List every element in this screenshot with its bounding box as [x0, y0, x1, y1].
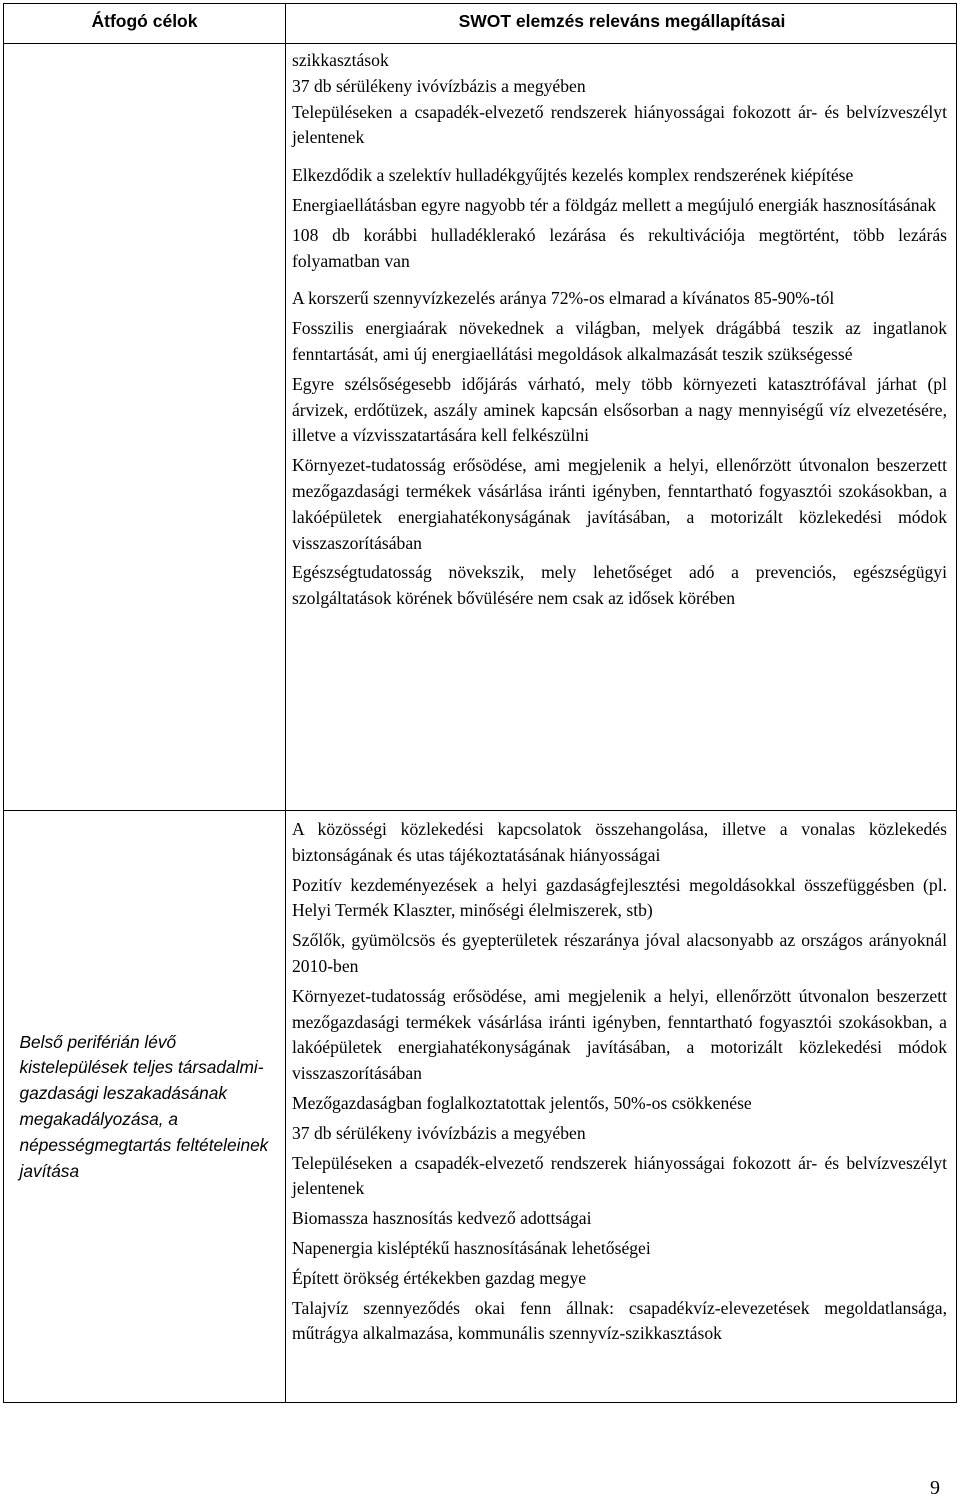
swot-item: Egészségtudatosság növekszik, mely lehetőséget adó a prevenciós, egészségügyi szolgáltatások körének bővülésére nem csak az idősek körében — [292, 562, 947, 609]
swot-item: Szőlők, gyümölcsös és gyepterületek részaránya jóval alacsonyabb az országos arányoknál 2010-ben — [292, 930, 947, 976]
swot-item: Fosszilis energiaárak növekednek a világban, melyek drágábbá teszik az ingatlanok fenntartását, ami új energiaellátási megoldások alkalmazását teszik szükségessé — [292, 318, 947, 364]
row1-goal-cell — [4, 44, 285, 810]
swot-item: Környezet-tudatosság erősödése, ami megjelenik a helyi, ellenőrzött útvonalon beszerzett mezőgazdasági termékek vásárlása iránti igényben, fenntartható fogyasztói szokásokban, a lakóépületek energiahatékonyságának javításában, a motorizált közlekedési módok visszaszorításában — [292, 455, 947, 553]
swot-item: Pozitív kezdeményezések a helyi gazdaságfejlesztési megoldásokkal összefüggésben (pl. Helyi Termék Klaszter, minőségi élelmiszerek, stb) — [292, 874, 947, 921]
page-number: 9 — [930, 1477, 940, 1499]
swot-item: Talajvíz szennyeződés okai fenn állnak: csapadékvíz-elevezetések megoldatlansága, műtrágya alkalmazása, kommunális szennyvíz-szikkasztások — [292, 1297, 947, 1344]
swot-item: szikkasztások — [292, 50, 389, 70]
row1-swot-cell — [292, 48, 947, 612]
row2-goal-cell — [4, 811, 285, 1403]
swot-item: Mezőgazdaságban foglalkoztatottak jelentős, 50%-os csökkenése — [292, 1092, 752, 1113]
swot-item: A közösségi közlekedési kapcsolatok összehangolása, illetve a vonalas közlekedés biztonságának és utas tájékoztatásának hiányosságai — [292, 819, 947, 865]
swot-item: Egyre szélsőségesebb időjárás várható, mely több környezeti katasztrófával járhat (pl árvizek, erdőtüzek, aszály aminek kapcsán elsősorban a nagy mennyiségű víz elvezetésére, illetve a vízvisszatartására kell felkészülni — [292, 373, 947, 446]
row2-swot-cell — [292, 817, 947, 1347]
swot-item: Napenergia kisléptékű hasznosításának lehetőségei — [292, 1237, 651, 1258]
header-goals: Átfogó célok — [91, 11, 198, 31]
swot-item: Elkezdődik a szelektív hulladékgyűjtés kezelés komplex rendszerének kiépítése — [292, 165, 854, 186]
column-divider — [285, 4, 286, 1402]
row2-goal: Belső periférián lévő kistelepülések teljes társadalmi-gazdasági leszakadásának megakadályozása, a népességmegtartás feltételeinek javítása — [19, 1031, 269, 1181]
header-swot: SWOT elemzés releváns megállapításai — [458, 11, 786, 31]
swot-item: Településeken a csapadék-elvezető rendszerek hiányosságai fokozott ár- és belvízveszélyt jelentenek — [292, 101, 947, 148]
swot-item: Környezet-tudatosság erősödése, ami megjelenik a helyi, ellenőrzött útvonalon beszerzett mezőgazdasági termékek vásárlása iránti igényben, fenntartható fogyasztói szokásokban, a lakóépületek energiahatékonyságának javításában, a motorizált közlekedési módok visszaszorításában — [292, 985, 947, 1084]
swot-table — [3, 3, 957, 1403]
swot-item: 37 db sérülékeny ivóvízbázis a megyében — [292, 75, 586, 96]
swot-item: Biomassza hasznosítás kedvező adottságai — [292, 1208, 592, 1229]
swot-item: 108 db korábbi hulladéklerakó lezárása és rekultivációja megtörtént, több lezárás folyamatban van — [292, 224, 947, 271]
swot-item: Településeken a csapadék-elvezető rendszerek hiányosságai fokozott ár- és belvízveszélyt jelentenek — [292, 1152, 947, 1199]
swot-item: Energiaellátásban egyre nagyobb tér a földgáz mellett a megújuló energiák hasznosításának — [292, 194, 937, 215]
swot-item: A korszerű szennyvízkezelés aránya 72%-os elmarad a kívánatos 85-90%-tól — [292, 288, 835, 309]
swot-item: Épített örökség értékekben gazdag megye — [292, 1267, 587, 1288]
swot-item: 37 db sérülékeny ivóvízbázis a megyében — [292, 1122, 586, 1143]
